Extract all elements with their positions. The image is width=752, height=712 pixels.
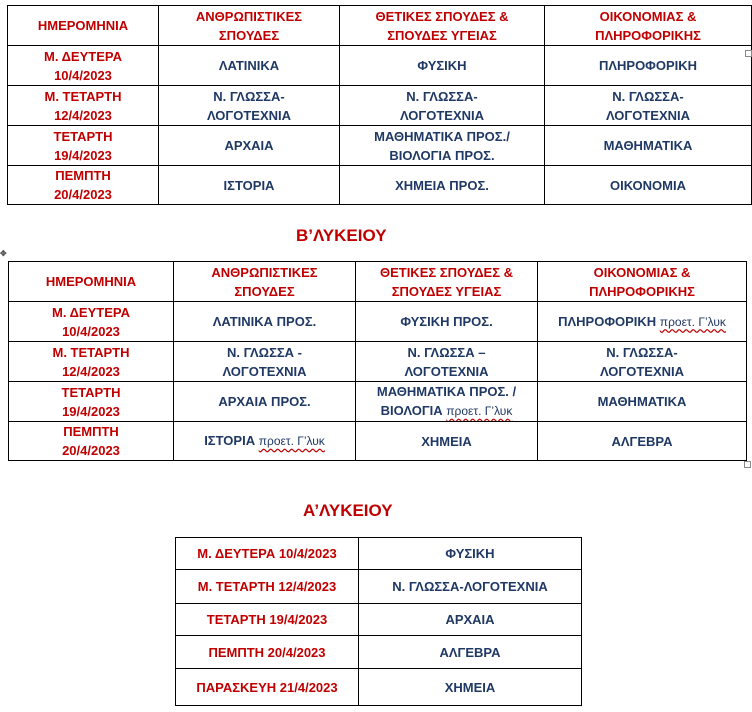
header-date: ΗΜΕΡΟΜΗΝΙΑ <box>9 262 174 302</box>
subject-cell: ΛΑΤΙΝΙΚΑ ΠΡΟΣ. <box>174 302 356 342</box>
subject-cell: ΧΗΜΕΙΑ ΠΡΟΣ. <box>340 166 545 205</box>
schedule-table-a <box>175 537 582 706</box>
subject-cell <box>538 302 747 342</box>
subject-cell: ΦΥΣΙΚΗ <box>359 538 582 570</box>
subject-cell: Ν. ΓΛΩΣΣΑ – ΛΟΓΟΤΕΧΝΙΑ <box>356 342 538 382</box>
date-cell: Μ. ΔΕΥΤΕΡΑ 10/4/2023 <box>8 46 159 86</box>
subject-cell: Ν. ΓΛΩΣΣΑ- ΛΟΓΟΤΕΧΝΙΑ <box>340 86 545 126</box>
header-economics: ΟΙΚΟΝΟΜΙΑΣ & ΠΛΗΡΟΦΟΡΙΚΗΣ <box>545 6 752 46</box>
date-cell: ΠΕΜΠΤΗ 20/4/2023 <box>8 166 159 205</box>
table-move-handle[interactable]: ✥ <box>0 249 7 258</box>
subject-cell: ΜΑΘΗΜΑΤΙΚΑ <box>538 382 747 422</box>
prep-note: προετ. Γ’λυκ <box>446 404 513 418</box>
table-row <box>176 570 582 604</box>
schedule-table-b <box>8 261 747 461</box>
subject-text: ΜΑΘΗΜΑΤΙΚΑ ΠΡΟΣ. / ΒΙΟΛΟΓΙΑ <box>376 384 517 418</box>
date-cell: ΠΕΜΠΤΗ 20/4/2023 <box>9 422 174 461</box>
table-row <box>9 422 747 461</box>
subject-cell: ΑΡΧΑΙΑ <box>359 604 582 636</box>
subject-cell: Ν. ΓΛΩΣΣΑ- ΛΟΓΟΤΕΧΝΙΑ <box>545 86 752 126</box>
prep-note: προετ. Γ’λυκ <box>258 434 325 448</box>
date-cell: ΠΑΡΑΣΚΕΥΗ 21/4/2023 <box>176 669 359 706</box>
heading-a-lykeiou: Α’ΛΥΚΕΙΟΥ <box>303 501 393 520</box>
header-sciences: ΘΕΤΙΚΕΣ ΣΠΟΥΔΕΣ & ΣΠΟΥΔΕΣ ΥΓΕΙΑΣ <box>356 262 538 302</box>
schedule-table-c <box>7 5 752 205</box>
table-row <box>8 126 752 166</box>
subject-cell: ΧΗΜΕΙΑ <box>359 669 582 706</box>
subject-text: ΙΣΤΟΡΙΑ <box>204 433 256 448</box>
table-row <box>176 636 582 669</box>
subject-cell: ΟΙΚΟΝΟΜΙΑ <box>545 166 752 205</box>
header-humanities: ΑΝΘΡΩΠΙΣΤΙΚΕΣ ΣΠΟΥΔΕΣ <box>174 262 356 302</box>
date-cell: Μ. ΤΕΤΑΡΤΗ 12/4/2023 <box>9 342 174 382</box>
subject-cell: Ν. ΓΛΩΣΣΑ-ΛΟΓΟΤΕΧΝΙΑ <box>359 570 582 604</box>
subject-cell: ΧΗΜΕΙΑ <box>356 422 538 461</box>
header-date: ΗΜΕΡΟΜΗΝΙΑ <box>8 6 159 46</box>
table-row <box>9 342 747 382</box>
date-cell: ΤΕΤΑΡΤΗ 19/4/2023 <box>8 126 159 166</box>
subject-cell: ΑΛΓΕΒΡΑ <box>359 636 582 669</box>
date-cell: ΤΕΤΑΡΤΗ 19/4/2023 <box>9 382 174 422</box>
header-economics: ΟΙΚΟΝΟΜΙΑΣ & ΠΛΗΡΟΦΟΡΙΚΗΣ <box>538 262 747 302</box>
subject-text: ΠΛΗΡΟΦΟΡΙΚΗ <box>558 313 657 329</box>
table-row <box>8 46 752 86</box>
table-header-row <box>9 262 747 302</box>
subject-cell: ΛΑΤΙΝΙΚΑ <box>159 46 340 86</box>
subject-cell: ΑΡΧΑΙΑ <box>159 126 340 166</box>
header-humanities: ΑΝΘΡΩΠΙΣΤΙΚΕΣ ΣΠΟΥΔΕΣ <box>159 6 340 46</box>
subject-cell: ΑΛΓΕΒΡΑ <box>538 422 747 461</box>
subject-cell: ΦΥΣΙΚΗ <box>340 46 545 86</box>
table-resize-handle[interactable] <box>745 50 752 57</box>
subject-cell: ΙΣΤΟΡΙΑ <box>159 166 340 205</box>
subject-cell: Ν. ΓΛΩΣΣΑ- ΛΟΓΟΤΕΧΝΙΑ <box>538 342 747 382</box>
table-header-row <box>8 6 752 46</box>
table-row <box>9 302 747 342</box>
date-cell: ΤΕΤΑΡΤΗ 19/4/2023 <box>176 604 359 636</box>
table-row <box>8 86 752 126</box>
date-cell: ΠΕΜΠΤΗ 20/4/2023 <box>176 636 359 669</box>
date-cell: Μ. ΔΕΥΤΕΡΑ 10/4/2023 <box>176 538 359 570</box>
date-cell: Μ. ΔΕΥΤΕΡΑ 10/4/2023 <box>9 302 174 342</box>
subject-cell <box>356 382 538 422</box>
prep-note: προετ. Γ’λυκ <box>659 314 726 329</box>
subject-cell: ΦΥΣΙΚΗ ΠΡΟΣ. <box>356 302 538 342</box>
date-cell: Μ. ΤΕΤΑΡΤΗ 12/4/2023 <box>8 86 159 126</box>
subject-cell: ΜΑΘΗΜΑΤΙΚΑ <box>545 126 752 166</box>
subject-cell: ΜΑΘΗΜΑΤΙΚΑ ΠΡΟΣ./ ΒΙΟΛΟΓΙΑ ΠΡΟΣ. <box>340 126 545 166</box>
subject-cell: ΑΡΧΑΙΑ ΠΡΟΣ. <box>174 382 356 422</box>
table-row <box>8 166 752 205</box>
subject-cell: ΠΛΗΡΟΦΟΡΙΚΗ <box>545 46 752 86</box>
table-row <box>9 382 747 422</box>
heading-b-lykeiou: Β’ΛΥΚΕΙΟΥ <box>296 226 387 245</box>
subject-cell: Ν. ΓΛΩΣΣΑ- ΛΟΓΟΤΕΧΝΙΑ <box>159 86 340 126</box>
header-sciences: ΘΕΤΙΚΕΣ ΣΠΟΥΔΕΣ & ΣΠΟΥΔΕΣ ΥΓΕΙΑΣ <box>340 6 545 46</box>
table-row <box>176 538 582 570</box>
table-row <box>176 669 582 706</box>
subject-cell <box>174 422 356 461</box>
date-cell: Μ. ΤΕΤΑΡΤΗ 12/4/2023 <box>176 570 359 604</box>
table-resize-handle[interactable] <box>744 461 751 468</box>
table-row <box>176 604 582 636</box>
subject-cell: Ν. ΓΛΩΣΣΑ - ΛΟΓΟΤΕΧΝΙΑ <box>174 342 356 382</box>
